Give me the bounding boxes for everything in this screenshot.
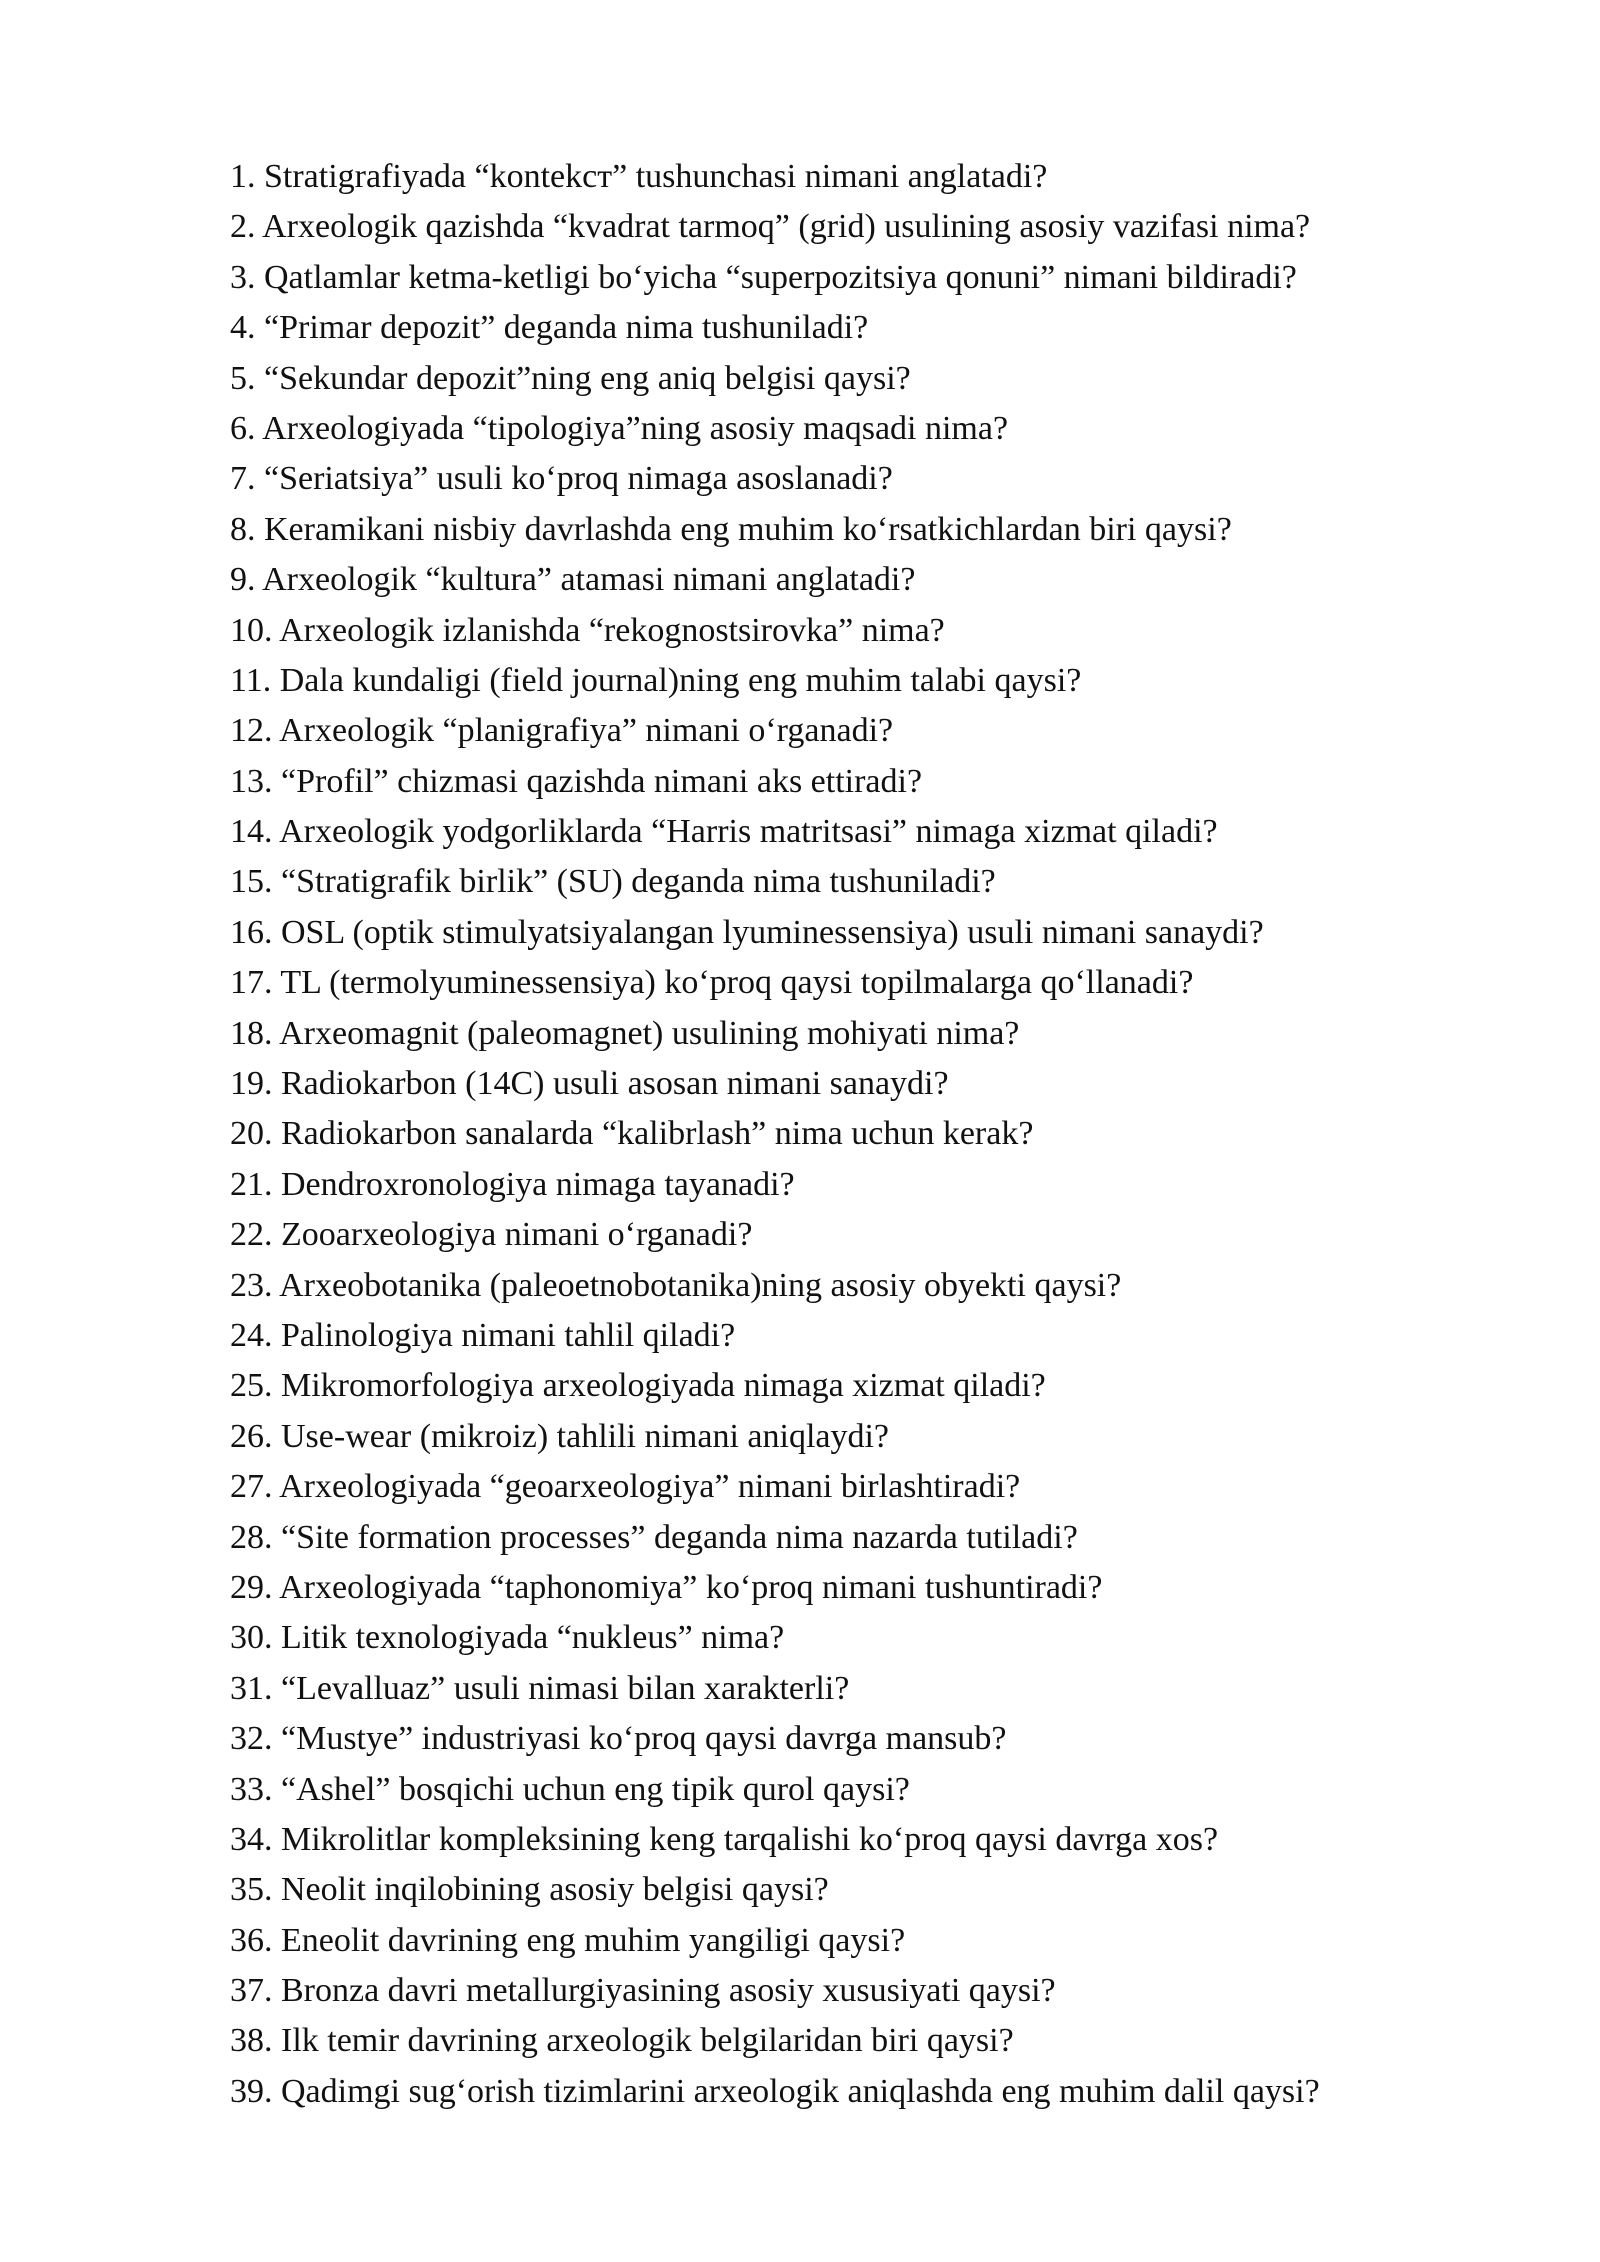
- question-item: 13. “Profil” chizmasi qazishda nimani aks ettiradi?: [230, 762, 923, 800]
- question-item: 14. Arxeologik yodgorliklarda “Harris matritsasi” nimaga xizmat qiladi?: [230, 813, 1218, 851]
- question-item: 23. Arxeobotanika (paleoetnobotanika)ning asosiy obyekti qaysi?: [230, 1266, 1122, 1304]
- question-item: 24. Palinologiya nimani tahlil qiladi?: [230, 1316, 736, 1354]
- question-item: 20. Radiokarbon sanalarda “kalibrlash” nima uchun kerak?: [230, 1115, 1034, 1153]
- question-item: 22. Zooarxeologiya nimani o‘rganadi?: [230, 1216, 753, 1254]
- question-item: 38. Ilk temir davrining arxeologik belgilaridan biri qaysi?: [230, 2022, 1014, 2060]
- question-item: 30. Litik texnologiyada “nukleus” nima?: [230, 1619, 785, 1657]
- question-item: 17. TL (termolyuminessensiya) ko‘proq qaysi topilmalarga qo‘llanadi?: [230, 964, 1194, 1002]
- question-item: 5. “Sekundar depozit”ning eng aniq belgisi qaysi?: [230, 359, 911, 397]
- question-item: 37. Bronza davri metallurgiyasining asosiy xususiyati qaysi?: [230, 1972, 1056, 2010]
- question-item: 33. “Ashel” bosqichi uchun eng tipik qurol qaysi?: [230, 1770, 910, 1808]
- question-item: 10. Arxeologik izlanishda “rekognostsirovka” nima?: [230, 611, 945, 649]
- question-item: 6. Arxeologiyada “tipologiya”ning asosiy maqsadi nima?: [230, 409, 1009, 447]
- question-item: 19. Radiokarbon (14C) usuli asosan nimani sanaydi?: [230, 1065, 949, 1103]
- question-list: [230, 152, 1530, 2117]
- question-item: 26. Use-wear (mikroiz) tahlili nimani aniqlaydi?: [230, 1417, 890, 1455]
- question-item: 27. Arxeologiyada “geoarxeologiya” nimani birlashtiradi?: [230, 1468, 1021, 1506]
- question-item: 32. “Mustye” industriyasi ko‘proq qaysi davrga mansub?: [230, 1720, 1007, 1758]
- question-item: 8. Keramikani nisbiy davrlashda eng muhim ko‘rsatkichlardan biri qaysi?: [230, 510, 1232, 548]
- question-item: 29. Arxeologiyada “taphonomiya” ko‘proq nimani tushuntiradi?: [230, 1568, 1103, 1606]
- question-item: 39. Qadimgi sug‘orish tizimlarini arxeologik aniqlashda eng muhim dalil qaysi?: [230, 2072, 1320, 2110]
- question-item: 34. Mikrolitlar kompleksining keng tarqalishi ko‘proq qaysi davrga xos?: [230, 1820, 1219, 1858]
- question-item: 7. “Seriatsiya” usuli ko‘proq nimaga asoslanadi?: [230, 460, 893, 498]
- question-item: 16. OSL (optik stimulyatsiyalangan lyuminessensiya) usuli nimani sanaydi?: [230, 913, 1264, 951]
- question-item: 21. Dendroxronologiya nimaga tayanadi?: [230, 1165, 795, 1203]
- question-item: 3. Qatlamlar ketma-ketligi bo‘yicha “superpozitsiya qonuni” nimani bildiradi?: [230, 258, 1297, 296]
- question-item: 28. “Site formation processes” deganda nima nazarda tutiladi?: [230, 1518, 1078, 1556]
- question-item: 25. Mikromorfologiya arxeologiyada nimaga xizmat qiladi?: [230, 1367, 1046, 1405]
- question-item: 12. Arxeologik “planigrafiya” nimani o‘rganadi?: [230, 712, 894, 750]
- question-item: 35. Neolit inqilobining asosiy belgisi qaysi?: [230, 1871, 829, 1909]
- question-item: 2. Arxeologik qazishda “kvadrat tarmoq” (grid) usulining asosiy vazifasi nima?: [230, 208, 1311, 246]
- question-item: 4. “Primar depozit” deganda nima tushuniladi?: [230, 309, 869, 347]
- question-item: 1. Stratigrafiyada “kontekст” tushunchasi nimani anglatadi?: [230, 158, 1048, 195]
- question-item: 18. Arxeomagnit (paleomagnet) usulining mohiyati nima?: [230, 1014, 1020, 1052]
- question-item: 36. Eneolit davrining eng muhim yangiligi qaysi?: [230, 1921, 906, 1959]
- question-item: 15. “Stratigrafik birlik” (SU) deganda nima tushuniladi?: [230, 863, 996, 901]
- question-item: 31. “Levalluaz” usuli nimasi bilan xarakterli?: [230, 1669, 850, 1707]
- question-item: 11. Dala kundaligi (field journal)ning eng muhim talabi qaysi?: [230, 661, 1082, 699]
- question-item: 9. Arxeologik “kultura” atamasi nimani anglatadi?: [230, 561, 916, 599]
